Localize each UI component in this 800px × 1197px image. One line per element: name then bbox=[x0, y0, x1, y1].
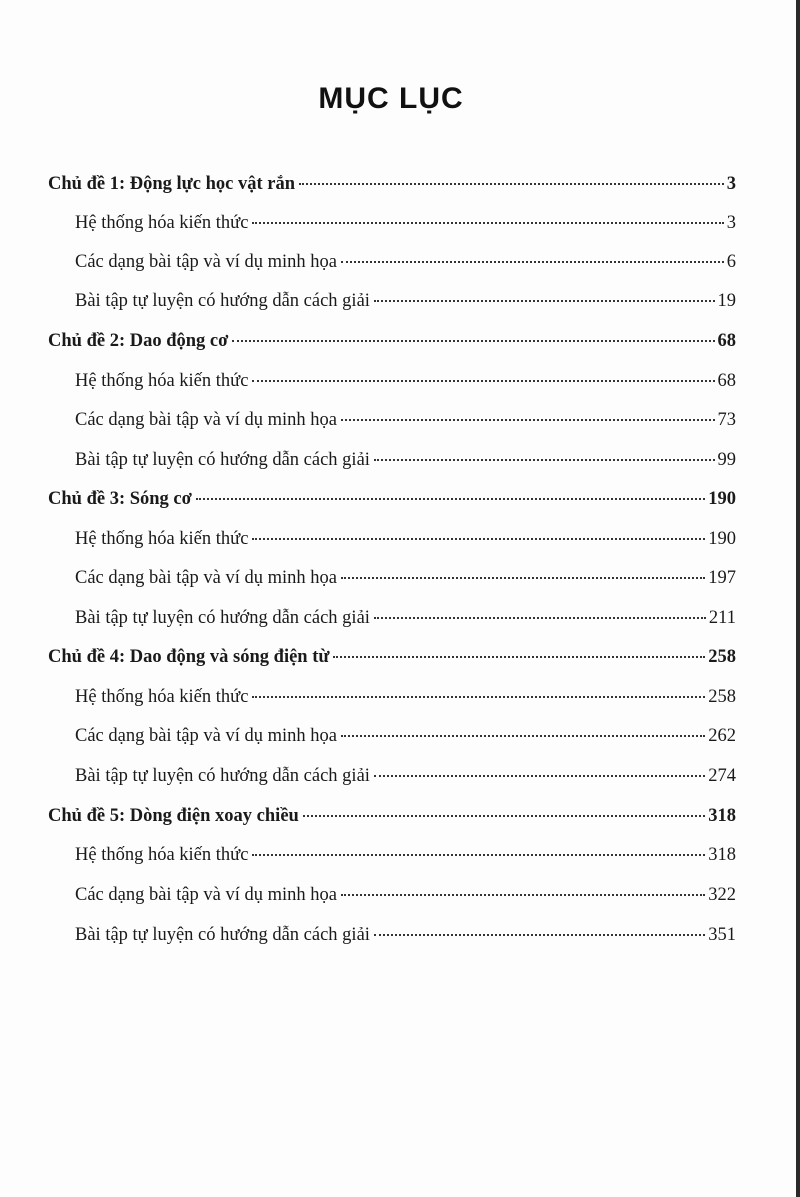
toc-label: Các dạng bài tập và ví dụ minh họa bbox=[75, 885, 338, 905]
toc-section bbox=[75, 408, 736, 432]
toc-page-number: 318 bbox=[708, 845, 736, 865]
toc-page-number: 190 bbox=[708, 489, 736, 509]
toc-label: Chủ đề 4: Dao động và sóng điện từ bbox=[48, 647, 330, 667]
toc-section bbox=[75, 606, 736, 630]
toc-label: Các dạng bài tập và ví dụ minh họa bbox=[75, 568, 338, 588]
toc-chapter-5 bbox=[48, 804, 736, 828]
toc-page-number: 99 bbox=[717, 450, 736, 470]
toc-label: Hệ thống hóa kiến thức bbox=[75, 529, 249, 549]
toc-page-number: 3 bbox=[726, 213, 736, 233]
toc-page-number: 274 bbox=[708, 766, 736, 786]
toc-section bbox=[75, 250, 736, 274]
toc-label: Hệ thống hóa kiến thức bbox=[75, 213, 249, 233]
dot-leader bbox=[303, 815, 705, 817]
toc-section bbox=[75, 369, 736, 393]
toc-page-number: 258 bbox=[708, 687, 736, 707]
toc-page-number: 6 bbox=[726, 252, 736, 272]
toc-page-number: 322 bbox=[708, 885, 736, 905]
dot-leader bbox=[232, 340, 714, 342]
toc-label: Các dạng bài tập và ví dụ minh họa bbox=[75, 252, 338, 272]
dot-leader bbox=[252, 222, 723, 224]
toc-chapter-3 bbox=[48, 487, 736, 511]
toc-page-number: 73 bbox=[717, 410, 736, 430]
toc-page-number: 262 bbox=[708, 726, 736, 746]
dot-leader bbox=[341, 894, 705, 896]
toc-label: Các dạng bài tập và ví dụ minh họa bbox=[75, 726, 338, 746]
toc-label: Bài tập tự luyện có hướng dẫn cách giải bbox=[75, 291, 370, 311]
toc-section bbox=[75, 448, 736, 472]
toc-chapter-1 bbox=[48, 172, 736, 196]
dot-leader bbox=[333, 656, 705, 658]
toc-section bbox=[75, 289, 736, 313]
toc-label: Bài tập tự luyện có hướng dẫn cách giải bbox=[75, 925, 370, 945]
dot-leader bbox=[341, 577, 705, 579]
toc-page-number: 68 bbox=[717, 331, 736, 351]
toc-section bbox=[75, 685, 736, 709]
dot-leader bbox=[374, 934, 705, 936]
toc-page-number: 197 bbox=[708, 568, 736, 588]
toc-chapter-4 bbox=[48, 645, 736, 669]
toc-section bbox=[75, 566, 736, 590]
toc-section bbox=[75, 843, 736, 867]
dot-leader bbox=[374, 775, 705, 777]
toc-label: Bài tập tự luyện có hướng dẫn cách giải bbox=[75, 766, 370, 786]
toc-label: Hệ thống hóa kiến thức bbox=[75, 845, 249, 865]
toc-page-number: 190 bbox=[708, 529, 736, 549]
toc-chapter-2 bbox=[48, 329, 736, 353]
dot-leader bbox=[374, 617, 706, 619]
toc-label: Hệ thống hóa kiến thức bbox=[75, 687, 249, 707]
toc-section bbox=[75, 764, 736, 788]
toc-label: Các dạng bài tập và ví dụ minh họa bbox=[75, 410, 338, 430]
toc-page-number: 68 bbox=[717, 371, 736, 391]
toc-page-number: 19 bbox=[717, 291, 736, 311]
dot-leader bbox=[341, 419, 714, 421]
toc-section bbox=[75, 527, 736, 551]
toc-label: Chủ đề 5: Dòng điện xoay chiều bbox=[48, 806, 299, 826]
toc-section bbox=[75, 923, 736, 947]
toc-page-number: 318 bbox=[708, 806, 736, 826]
toc-label: Chủ đề 3: Sóng cơ bbox=[48, 489, 192, 509]
toc-label: Bài tập tự luyện có hướng dẫn cách giải bbox=[75, 608, 370, 628]
dot-leader bbox=[252, 696, 705, 698]
toc-page-number: 3 bbox=[726, 174, 736, 194]
toc-section bbox=[75, 724, 736, 748]
dot-leader bbox=[374, 459, 715, 461]
dot-leader bbox=[196, 498, 705, 500]
toc-label: Bài tập tự luyện có hướng dẫn cách giải bbox=[75, 450, 370, 470]
toc-page-number: 258 bbox=[708, 647, 736, 667]
dot-leader bbox=[341, 261, 724, 263]
toc-page-number: 211 bbox=[708, 608, 736, 628]
toc-label: Hệ thống hóa kiến thức bbox=[75, 371, 249, 391]
toc-section bbox=[75, 211, 736, 235]
dot-leader bbox=[252, 854, 705, 856]
toc-section bbox=[75, 883, 736, 907]
dot-leader bbox=[252, 538, 705, 540]
dot-leader bbox=[252, 380, 714, 382]
dot-leader bbox=[299, 183, 724, 185]
toc-page-number: 351 bbox=[708, 925, 736, 945]
dot-leader bbox=[374, 300, 715, 302]
page-title: MỤC LỤC bbox=[318, 82, 464, 115]
toc-label: Chủ đề 2: Dao động cơ bbox=[48, 331, 229, 351]
dot-leader bbox=[341, 735, 705, 737]
toc-label: Chủ đề 1: Động lực học vật rắn bbox=[48, 174, 295, 194]
